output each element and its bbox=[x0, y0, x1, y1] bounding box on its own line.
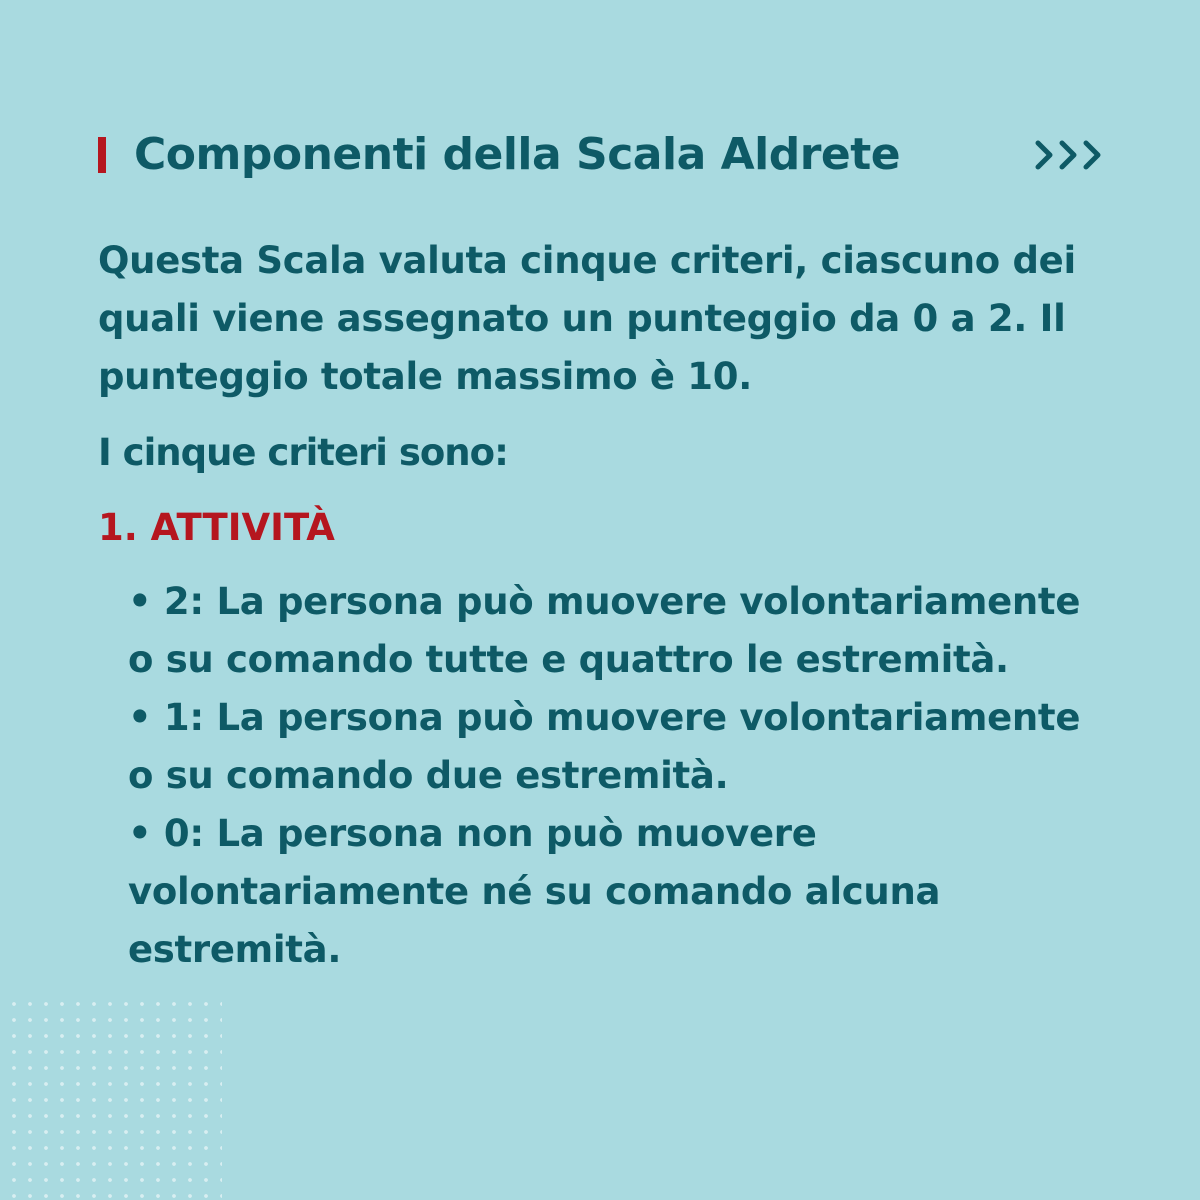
section-heading-attivita: 1. ATTIVITÀ bbox=[98, 506, 335, 549]
title-accent-bar bbox=[98, 137, 106, 173]
list-item: • 1: La persona può muovere volontariamente o su comando due estremità. bbox=[128, 696, 1081, 797]
page-title: Componenti della Scala Aldrete bbox=[134, 129, 901, 180]
dot-pattern-decoration bbox=[0, 990, 222, 1200]
triple-chevron-right-icon bbox=[1034, 135, 1106, 175]
title-row bbox=[98, 122, 1108, 188]
intro-paragraph: Questa Scala valuta cinque criteri, ciascuno dei quali viene assegnato un punteggio da 0 a 2. Il punteggio totale massimo è 10. bbox=[98, 239, 1076, 398]
list-item: • 2: La persona può muovere volontariamente o su comando tutte e quattro le estremità. bbox=[128, 580, 1081, 681]
list-item: • 0: La persona non può muovere volontariamente né su comando alcuna estremità. bbox=[128, 812, 941, 971]
criteria-list bbox=[128, 573, 1088, 979]
criteria-heading: I cinque criteri sono: bbox=[98, 431, 508, 474]
